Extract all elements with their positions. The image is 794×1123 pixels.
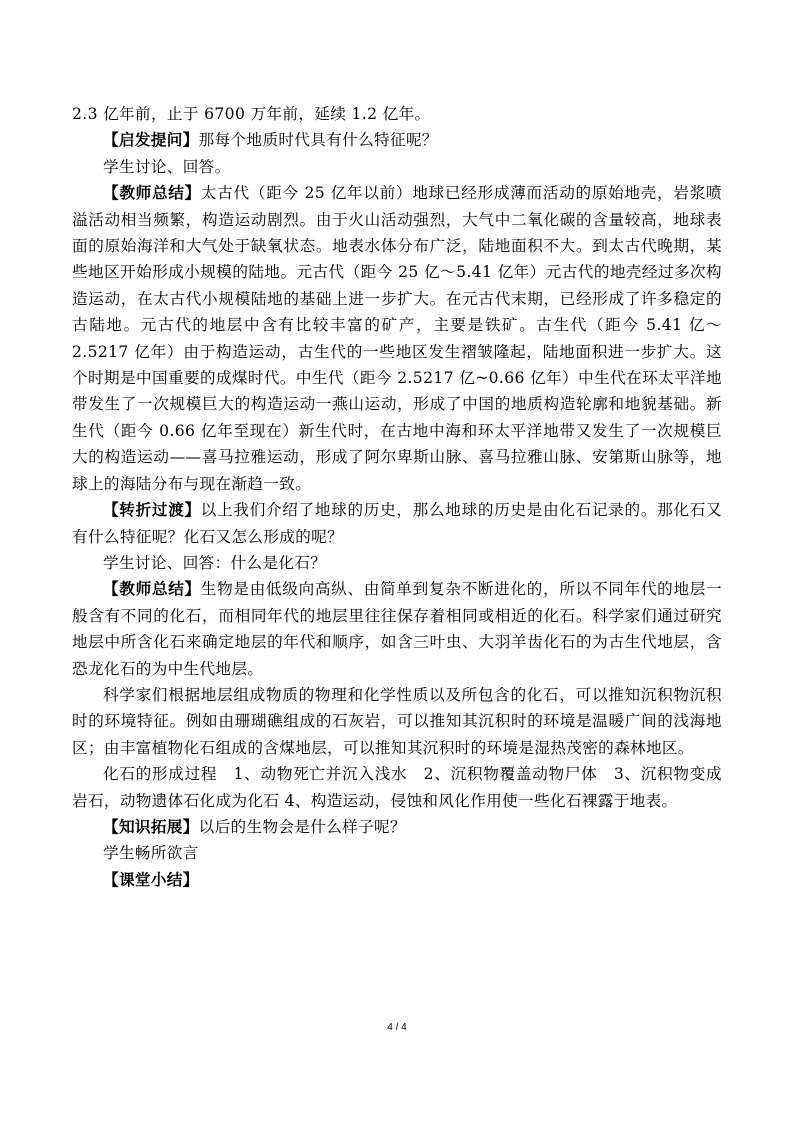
paragraph [72, 840, 722, 866]
paragraph-label: 【知识拓展】 [103, 816, 199, 836]
paragraph [72, 101, 722, 127]
paragraph [72, 867, 722, 893]
paragraph-text: 以后的生物会是什么样子呢？ [198, 817, 406, 836]
paragraph-text: 科学家们根据地层组成物质的物理和化学性质以及所包含的化石，可以推知沉积物沉积时的环境特征。例如由珊瑚礁组成的石灰岩，可以推知其沉积时的环境是温暖广间的浅海地区；由丰富植物化石组成的含煤地层，可以推知其沉积时的环境是湿热茂密的森林地区。 [72, 685, 722, 757]
paragraph [72, 497, 722, 550]
paragraph [72, 180, 722, 497]
page-number: 4 / 4 [387, 1022, 407, 1033]
paragraph [72, 154, 722, 180]
paragraph-text: 学生畅所欲言 [103, 844, 199, 863]
paragraph-text: 以上我们介绍了地球的历史，那么地球的历史是由化石记录的。那化石又有什么特征呢？化石又怎么形成的呢？ [72, 501, 722, 546]
paragraph-label: 【转折过渡】 [103, 500, 201, 520]
paragraph-label: 【课堂小结】 [103, 869, 199, 889]
paragraph-text: 学生讨论、回答：什么是化石？ [103, 553, 327, 572]
paragraph [72, 550, 722, 576]
paragraph-text: 太古代（距今 25 亿年以前）地球已经形成薄而活动的原始地壳，岩浆喷溢活动相当频繁，构造运动剧烈。由于火山活动强烈，大气中二氧化碳的含量较高，地球表面的原始海洋和大气处于缺氧状态。地表水体分布广泛，陆地面积不大。到太古代晚期，某些地区开始形成小规模的陆地。元古代（距今 25 亿～5.41 亿年）元古代的地壳经过多次构造运动，在太古代小规模陆地的基础上进一步扩大。在元古代末期，已经形成了许多稳定的古陆地。元古代的地层中含有比较丰富的矿产，主要是铁矿。古生代（距今 5.41 亿～2.5217 亿年）由于构造运动，古生代的一些地区发生褶皱隆起，陆地面积进一步扩大。这个时期是中国重要的成煤时代。中生代（距今 2.5217 亿~0.66 亿年）中生代在环太平洋地带发生了一次规模巨大的构造运动一燕山运动，形成了中国的地质构造轮廓和地貌基础。新生代（距今 0.66 亿年至现在）新生代时，在古地中海和环太平洋地带又发生了一次规模巨大的构造运动——喜马拉雅运动，形成了阿尔卑斯山脉、喜马拉雅山脉、安第斯山脉等，地球上的海陆分布与现在渐趋一致。 [72, 184, 723, 493]
paragraph [72, 761, 722, 814]
paragraph-text: 学生讨论、回答。 [103, 157, 231, 176]
paragraph-label: 【启发提问】 [103, 130, 199, 150]
paragraph [72, 814, 722, 840]
paragraph-text: 生物是由低级向高纵、由简单到复杂不断进化的，所以不同年代的地层一般含有不同的化石，而相同年代的地层里往往保存着相同或相近的化石。科学家们通过研究地层中所含化石来确定地层的年代和顺序，如含三叶虫、大羽羊齿化石的为古生代地层，含恐龙化石的为中生代地层。 [72, 580, 722, 678]
paragraph [72, 127, 722, 153]
paragraph-text: 那每个地质时代具有什么特征呢？ [198, 131, 438, 150]
paragraph-label: 【教师总结】 [103, 579, 201, 599]
paragraph [72, 682, 722, 761]
document-body [72, 101, 722, 893]
paragraph [72, 576, 722, 682]
paragraph-text: 化石的形成过程 1、动物死亡并沉入浅水 2、沉积物覆盖动物尸体 3、沉积物变成岩石，动物遗体石化成为化石 4、构造运动，侵蚀和风化作用使一些化石裸露于地表。 [72, 765, 722, 810]
paragraph-label: 【教师总结】 [103, 183, 201, 203]
paragraph-text: 2.3 亿年前，止于 6700 万年前，延续 1.2 亿年。 [72, 105, 431, 123]
